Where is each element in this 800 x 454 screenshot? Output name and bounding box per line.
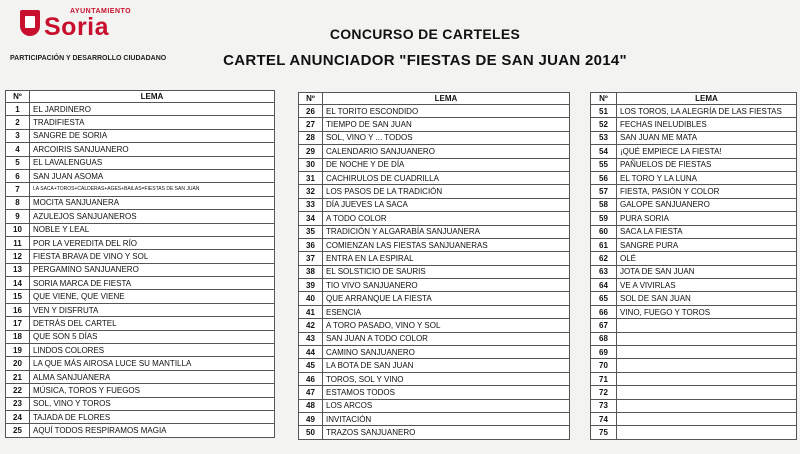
table-row	[6, 424, 275, 437]
table-row	[6, 156, 275, 169]
entry-number: 29	[299, 145, 323, 158]
table-row	[591, 131, 797, 144]
entry-number: 38	[299, 265, 323, 278]
table-row	[6, 277, 275, 290]
logo-name: Soria	[44, 13, 110, 41]
entry-number: 13	[6, 263, 30, 276]
table-row	[299, 238, 570, 251]
entry-number: 41	[299, 305, 323, 318]
table-row	[591, 252, 797, 265]
table-row	[6, 116, 275, 129]
table-row	[591, 171, 797, 184]
table-row	[591, 412, 797, 425]
entry-number: 24	[6, 410, 30, 423]
table-row	[6, 236, 275, 249]
entry-number: 55	[591, 158, 617, 171]
table-row	[6, 370, 275, 383]
entry-number: 32	[299, 185, 323, 198]
entry-number: 51	[591, 105, 617, 118]
table-row	[299, 279, 570, 292]
entry-lema: SACA LA FIESTA	[617, 225, 797, 238]
entry-number: 75	[591, 426, 617, 439]
entry-number: 57	[591, 185, 617, 198]
entry-lema: SANGRE DE SORIA	[30, 129, 275, 142]
table-row	[6, 330, 275, 343]
entry-number: 17	[6, 317, 30, 330]
table-header-row	[6, 91, 275, 103]
table-row	[299, 426, 570, 439]
table-row	[6, 129, 275, 142]
entry-number: 49	[299, 412, 323, 425]
entry-number: 3	[6, 129, 30, 142]
entry-lema: LOS PASOS DE LA TRADICIÓN	[323, 185, 570, 198]
entry-lema: QUE VIENE, QUE VIENE	[30, 290, 275, 303]
table-row	[6, 210, 275, 223]
entry-lema	[617, 332, 797, 345]
entry-lema: GALOPE SANJUANERO	[617, 198, 797, 211]
entry-lema: TRADICIÓN Y ALGARABÍA SANJUANERA	[323, 225, 570, 238]
entry-lema: TRAZOS SANJUANERO	[323, 426, 570, 439]
entry-lema: A TODO COLOR	[323, 212, 570, 225]
entry-lema	[617, 346, 797, 359]
entry-lema: INVITACIÓN	[323, 412, 570, 425]
table-row	[299, 118, 570, 131]
logo-ayuntamiento-text: AYUNTAMIENTO	[70, 8, 132, 15]
table-row	[6, 103, 275, 116]
entry-lema	[617, 319, 797, 332]
entry-lema: DE NOCHE Y DE DÍA	[323, 158, 570, 171]
table-row	[299, 305, 570, 318]
entry-number: 4	[6, 143, 30, 156]
entry-lema: QUE ARRANQUE LA FIESTA	[323, 292, 570, 305]
entry-lema: MÚSICA, TOROS Y FUEGOS	[30, 384, 275, 397]
entry-number: 7	[6, 183, 30, 196]
entry-lema: FECHAS INELUDIBLES	[617, 118, 797, 131]
entry-lema	[617, 386, 797, 399]
table-row	[591, 265, 797, 278]
entry-number: 62	[591, 252, 617, 265]
page-title: CONCURSO DE CARTELES	[329, 26, 521, 42]
table-row	[6, 183, 275, 196]
column-header-lema: LEMA	[617, 93, 797, 105]
table-row	[299, 145, 570, 158]
table-row	[6, 303, 275, 316]
entry-lema: PURA SORIA	[617, 212, 797, 225]
table-row	[6, 344, 275, 357]
entry-lema	[617, 412, 797, 425]
entry-number: 16	[6, 303, 30, 316]
entry-lema: ¡QUÉ EMPIECE LA FIESTA!	[617, 145, 797, 158]
entry-lema: SAN JUAN ASOMA	[30, 169, 275, 182]
table-row	[6, 397, 275, 410]
entry-number: 58	[591, 198, 617, 211]
table-row	[299, 399, 570, 412]
table-row	[299, 292, 570, 305]
entry-lema: LA BOTA DE SAN JUAN	[323, 359, 570, 372]
entry-lema: NOBLE Y LEAL	[30, 223, 275, 236]
entry-lema: DÍA JUEVES LA SACA	[323, 198, 570, 211]
table-row	[299, 372, 570, 385]
entry-number: 26	[299, 105, 323, 118]
entry-number: 23	[6, 397, 30, 410]
entry-lema: AQUÍ TODOS RESPIRAMOS MAGIA	[30, 424, 275, 437]
entry-number: 9	[6, 210, 30, 223]
entry-number: 73	[591, 399, 617, 412]
entry-lema: EL JARDINERO	[30, 103, 275, 116]
entry-number: 20	[6, 357, 30, 370]
table-row	[299, 158, 570, 171]
entry-number: 42	[299, 319, 323, 332]
entry-lema: DETRÁS DEL CARTEL	[30, 317, 275, 330]
table-row	[591, 399, 797, 412]
entry-lema: TIO VIVO SANJUANERO	[323, 279, 570, 292]
entry-number: 34	[299, 212, 323, 225]
entry-number: 14	[6, 277, 30, 290]
entry-number: 33	[299, 198, 323, 211]
column-header-lema: LEMA	[323, 93, 570, 105]
table-row	[299, 386, 570, 399]
entry-number: 46	[299, 372, 323, 385]
entry-lema: FIESTA, PASIÓN Y COLOR	[617, 185, 797, 198]
table-row	[6, 384, 275, 397]
entry-lema: EL SOLSTICIO DE SAURIS	[323, 265, 570, 278]
logo-department: PARTICIPACIÓN Y DESARROLLO CIUDADANO	[10, 55, 167, 62]
entry-number: 45	[299, 359, 323, 372]
entry-number: 69	[591, 346, 617, 359]
entry-number: 59	[591, 212, 617, 225]
entry-lema: CACHIRULOS DE CUADRILLA	[323, 171, 570, 184]
table-row	[591, 279, 797, 292]
table-header-row	[591, 93, 797, 105]
entry-lema: COMIENZAN LAS FIESTAS SANJUANERAS	[323, 238, 570, 251]
entry-lema	[617, 399, 797, 412]
entry-lema: TIEMPO DE SAN JUAN	[323, 118, 570, 131]
table-row	[591, 386, 797, 399]
table-row	[299, 346, 570, 359]
table-row	[6, 196, 275, 209]
entry-lema: LINDOS COLORES	[30, 344, 275, 357]
table-row	[591, 305, 797, 318]
table-row	[591, 158, 797, 171]
entry-lema: ESENCIA	[323, 305, 570, 318]
table-row	[591, 332, 797, 345]
entry-number: 31	[299, 171, 323, 184]
entry-number: 60	[591, 225, 617, 238]
entry-lema	[617, 426, 797, 439]
entry-number: 10	[6, 223, 30, 236]
table-row	[6, 357, 275, 370]
entry-number: 39	[299, 279, 323, 292]
table-row	[591, 145, 797, 158]
entry-number: 68	[591, 332, 617, 345]
entry-number: 54	[591, 145, 617, 158]
entry-lema: A TORO PASADO, VINO Y SOL	[323, 319, 570, 332]
entry-number: 25	[6, 424, 30, 437]
entry-lema: SOL DE SAN JUAN	[617, 292, 797, 305]
entry-lema: FIESTA BRAVA DE VINO Y SOL	[30, 250, 275, 263]
entry-lema: MOCITA SANJUANERA	[30, 196, 275, 209]
table-row	[591, 238, 797, 251]
entry-number: 47	[299, 386, 323, 399]
entry-number: 11	[6, 236, 30, 249]
entry-lema	[617, 372, 797, 385]
entry-number: 71	[591, 372, 617, 385]
column-header-number: Nº	[299, 93, 323, 105]
entries-table-3	[590, 92, 797, 440]
entry-lema: SANGRE PURA	[617, 238, 797, 251]
column-header-number: Nº	[591, 93, 617, 105]
entry-number: 61	[591, 238, 617, 251]
table-row	[6, 169, 275, 182]
entry-lema: ARCOIRIS SANJUANERO	[30, 143, 275, 156]
column-header-lema: LEMA	[30, 91, 275, 103]
table-row	[299, 225, 570, 238]
entry-number: 27	[299, 118, 323, 131]
table-row	[6, 143, 275, 156]
entry-number: 67	[591, 319, 617, 332]
entry-lema: QUE SON 5 DÍAS	[30, 330, 275, 343]
table-row	[299, 212, 570, 225]
entry-number: 36	[299, 238, 323, 251]
table-row	[591, 212, 797, 225]
table-row	[591, 319, 797, 332]
entry-number: 43	[299, 332, 323, 345]
entry-lema: ALMA SANJUANERA	[30, 370, 275, 383]
table-row	[299, 198, 570, 211]
entry-number: 65	[591, 292, 617, 305]
entry-lema	[617, 359, 797, 372]
page-subtitle: CARTEL ANUNCIADOR "FIESTAS DE SAN JUAN 2014"	[223, 52, 627, 69]
entry-number: 28	[299, 131, 323, 144]
entries-table-2	[298, 92, 570, 440]
entry-lema: LA SACA+TOROS+CALDERAS+AGES+BAILAS=FIESTAS DE SAN JUAN	[30, 183, 275, 196]
table-row	[591, 292, 797, 305]
entry-lema: LOS ARCOS	[323, 399, 570, 412]
table-row	[299, 252, 570, 265]
table-row	[299, 131, 570, 144]
table-row	[299, 185, 570, 198]
entry-lema: CALENDARIO SANJUANERO	[323, 145, 570, 158]
entry-lema: TAJADA DE FLORES	[30, 410, 275, 423]
table-row	[299, 412, 570, 425]
table-row	[591, 118, 797, 131]
entry-lema: TOROS, SOL Y VINO	[323, 372, 570, 385]
entry-number: 6	[6, 169, 30, 182]
entry-lema: SAN JUAN ME MATA	[617, 131, 797, 144]
entry-lema: SORIA MARCA DE FIESTA	[30, 277, 275, 290]
entry-lema: VEN Y DISFRUTA	[30, 303, 275, 316]
table-row	[6, 263, 275, 276]
table-row	[591, 225, 797, 238]
table-header-row	[299, 93, 570, 105]
entry-number: 53	[591, 131, 617, 144]
entry-number: 18	[6, 330, 30, 343]
entry-lema: AZULEJOS SANJUANEROS	[30, 210, 275, 223]
table-row	[299, 265, 570, 278]
entry-lema: JOTA DE SAN JUAN	[617, 265, 797, 278]
entry-number: 66	[591, 305, 617, 318]
entry-number: 63	[591, 265, 617, 278]
entry-lema: CAMINO SANJUANERO	[323, 346, 570, 359]
entry-lema: EL TORO Y LA LUNA	[617, 171, 797, 184]
table-row	[591, 346, 797, 359]
entry-number: 48	[299, 399, 323, 412]
table-row	[591, 372, 797, 385]
entry-number: 35	[299, 225, 323, 238]
entry-lema: SAN JUAN A TODO COLOR	[323, 332, 570, 345]
entry-number: 22	[6, 384, 30, 397]
entry-number: 37	[299, 252, 323, 265]
entries-table-1	[5, 90, 275, 438]
table-row	[299, 359, 570, 372]
entry-number: 74	[591, 412, 617, 425]
entry-number: 19	[6, 344, 30, 357]
entry-number: 8	[6, 196, 30, 209]
table-row	[591, 105, 797, 118]
entry-lema: ENTRA EN LA ESPIRAL	[323, 252, 570, 265]
entry-lema: PAÑUELOS DE FIESTAS	[617, 158, 797, 171]
table-row	[6, 410, 275, 423]
entry-lema: SOL, VINO Y TOROS	[30, 397, 275, 410]
entry-number: 70	[591, 359, 617, 372]
entry-number: 30	[299, 158, 323, 171]
entry-lema: VINO, FUEGO Y TOROS	[617, 305, 797, 318]
table-row	[299, 105, 570, 118]
entry-lema: OLÉ	[617, 252, 797, 265]
entry-lema: LOS TOROS, LA ALEGRÍA DE LAS FIESTAS	[617, 105, 797, 118]
entry-number: 56	[591, 171, 617, 184]
table-row	[6, 223, 275, 236]
entry-number: 15	[6, 290, 30, 303]
table-row	[591, 185, 797, 198]
entry-number: 5	[6, 156, 30, 169]
table-row	[591, 359, 797, 372]
entry-lema: LA QUE MÁS AIROSA LUCE SU MANTILLA	[30, 357, 275, 370]
entry-number: 40	[299, 292, 323, 305]
entry-number: 72	[591, 386, 617, 399]
entry-number: 12	[6, 250, 30, 263]
table-row	[591, 198, 797, 211]
table-row	[6, 250, 275, 263]
entry-lema: EL LAVALENGUAS	[30, 156, 275, 169]
entry-lema: TRADIFIESTA	[30, 116, 275, 129]
entry-lema: EL TORITO ESCONDIDO	[323, 105, 570, 118]
page-subtitle-wrap	[0, 52, 800, 69]
entry-lema: POR LA VEREDITA DEL RÍO	[30, 236, 275, 249]
entry-lema: SOL, VINO Y ... TODOS	[323, 131, 570, 144]
entry-number: 21	[6, 370, 30, 383]
entry-number: 1	[6, 103, 30, 116]
entry-number: 64	[591, 279, 617, 292]
table-row	[299, 319, 570, 332]
table-row	[6, 317, 275, 330]
entry-number: 50	[299, 426, 323, 439]
table-row	[299, 171, 570, 184]
entry-number: 2	[6, 116, 30, 129]
entry-number: 44	[299, 346, 323, 359]
table-row	[6, 290, 275, 303]
entry-number: 52	[591, 118, 617, 131]
entry-lema: VE A VIVIRLAS	[617, 279, 797, 292]
entry-lema: ESTAMOS TODOS	[323, 386, 570, 399]
table-row	[591, 426, 797, 439]
column-header-number: Nº	[6, 91, 30, 103]
table-row	[299, 332, 570, 345]
entry-lema: PERGAMINO SANJUANERO	[30, 263, 275, 276]
page-title-wrap	[0, 26, 800, 42]
